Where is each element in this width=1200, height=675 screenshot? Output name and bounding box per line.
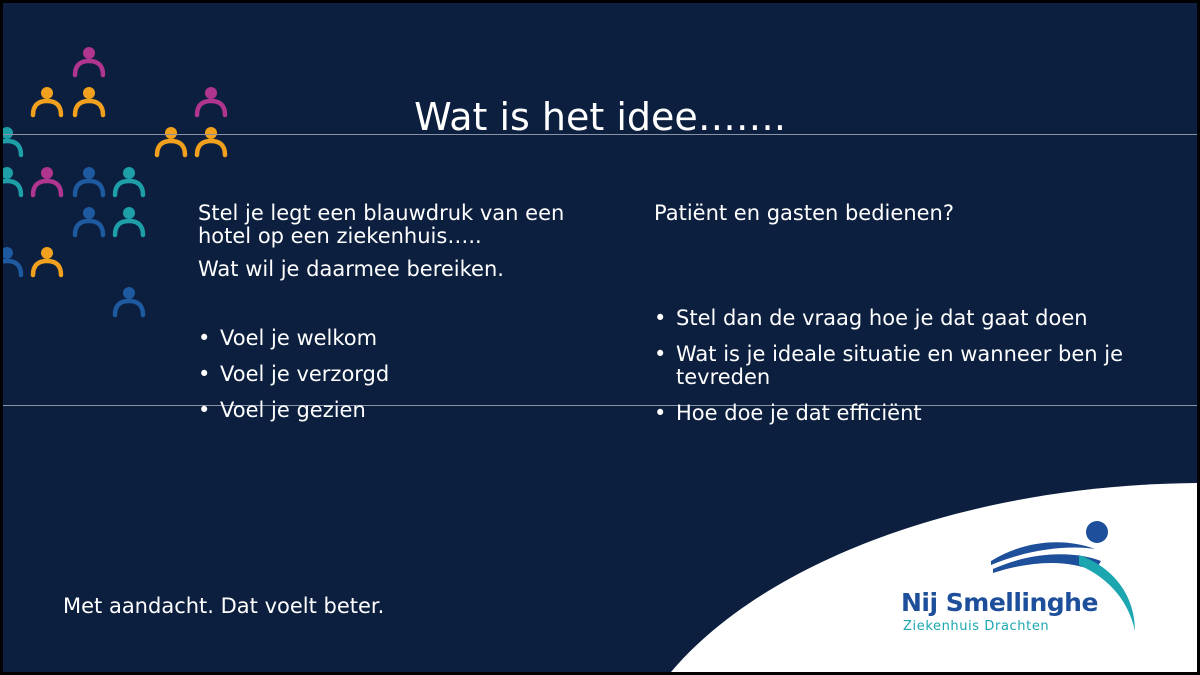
- list-item: • Voel je verzorgd: [198, 363, 618, 386]
- presentation-slide: [3, 3, 1197, 672]
- left-question: Wat wil je daarmee bereiken.: [198, 257, 504, 281]
- list-item: • Stel dan de vraag hoe je dat gaat doen: [654, 307, 1154, 330]
- list-item: • Voel je welkom: [198, 327, 618, 350]
- left-intro: Stel je legt een blauwdruk van een hotel op een ziekenhuis…..: [198, 201, 565, 248]
- logo-name: Nij Smellinghe: [901, 588, 1098, 617]
- slide-title: Wat is het idee…….: [414, 95, 786, 139]
- list-item: • Voel je gezien: [198, 399, 618, 422]
- right-heading: Patiënt en gasten bedienen?: [654, 201, 954, 225]
- tagline: Met aandacht. Dat voelt beter.: [63, 594, 385, 618]
- list-item: • Hoe doe je dat efficiënt: [654, 402, 1154, 425]
- logo-subtitle: Ziekenhuis Drachten: [903, 619, 1050, 634]
- nij-smellinghe-logo-icon: [983, 515, 1143, 635]
- list-item: • Wat is je ideale situatie en wanneer ben je tevreden: [654, 343, 1146, 389]
